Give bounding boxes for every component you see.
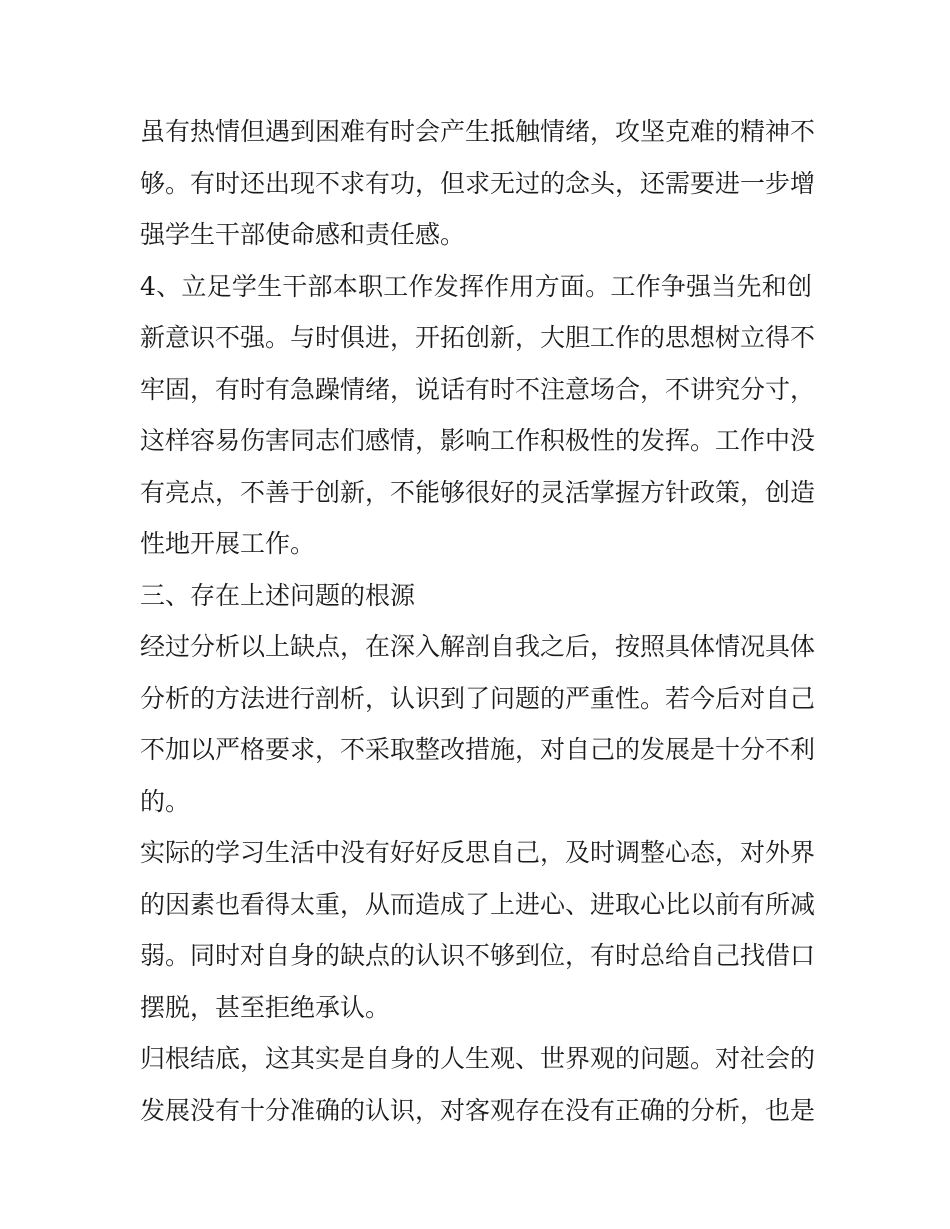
text-line: 4、立足学生干部本职工作发挥作用方面。工作争强当先和创 bbox=[140, 271, 812, 301]
text-line: 三、存在上述问题的根源 bbox=[140, 580, 416, 610]
text-line: 够。有时还出现不求有功，但求无过的念头，还需要进一步增 bbox=[140, 168, 816, 198]
text-line: 牢固，有时有急躁情绪，说话有时不注意场合，不讲究分寸， bbox=[140, 374, 816, 404]
text-line: 有亮点，不善于创新，不能够很好的灵活掌握方针政策，创造 bbox=[140, 477, 816, 507]
text-line: 经过分析以上缺点，在深入解剖自我之后，按照具体情况具体 bbox=[140, 632, 816, 661]
text-line: 性地开展工作。 bbox=[140, 529, 316, 558]
text-line: 发展没有十分准确的认识，对客观存在没有正确的分析，也是 bbox=[140, 1095, 816, 1125]
text-line: 弱。同时对自身的缺点的认识不够到位，有时总给自己找借口 bbox=[140, 941, 816, 970]
text-line: 强学生干部使命感和责任感。 bbox=[140, 220, 466, 249]
text-line: 这样容易伤害同志们感情，影响工作积极性的发挥。工作中没 bbox=[140, 426, 816, 455]
text-line: 分析的方法进行剖析，认识到了问题的严重性。若今后对自己 bbox=[140, 683, 816, 713]
text-line: 不加以严格要求，不采取整改措施，对自己的发展是十分不利 bbox=[140, 735, 816, 764]
document-body bbox=[140, 106, 816, 1136]
text-line: 摆脱，甚至拒绝承认。 bbox=[140, 992, 391, 1022]
text-line: 的。 bbox=[140, 786, 191, 816]
text-line: 归根结底，这其实是自身的人生观、世界观的问题。对社会的 bbox=[140, 1044, 816, 1073]
text-line: 新意识不强。与时俱进，开拓创新，大胆工作的思想树立得不 bbox=[140, 323, 816, 352]
text-line: 的因素也看得太重，从而造成了上进心、进取心比以前有所减 bbox=[140, 889, 816, 919]
text-line: 虽有热情但遇到困难有时会产生抵触情绪，攻坚克难的精神不 bbox=[140, 117, 816, 146]
text-line: 实际的学习生活中没有好好反思自己，及时调整心态，对外界 bbox=[140, 838, 816, 867]
